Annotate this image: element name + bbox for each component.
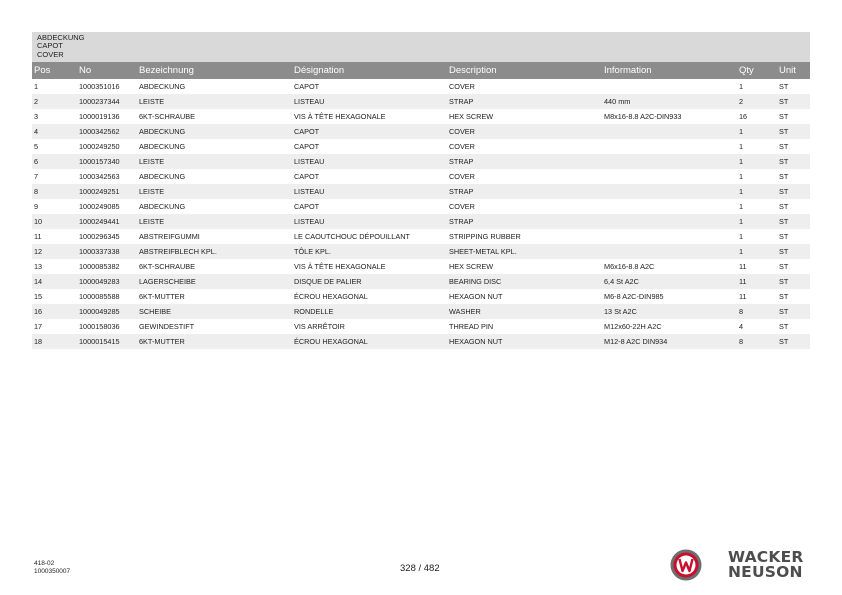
column-header-information: Information — [602, 62, 737, 79]
cell-information: 13 St A2C — [602, 304, 737, 319]
cell-information — [602, 79, 737, 94]
cell-information: 440 mm — [602, 94, 737, 109]
column-header-unit: Unit — [777, 62, 810, 79]
cell-pos: 17 — [34, 322, 43, 331]
cell-qty: 16 — [739, 112, 748, 121]
parts-table — [32, 62, 810, 349]
cell-unit: ST — [777, 274, 810, 289]
cell-unit: ST — [779, 112, 789, 121]
cell-designation-de: LAGERSCHEIBE — [137, 274, 292, 289]
cell-description-en: STRAP — [447, 154, 602, 169]
cell-designation-fr: LE CAOUTCHOUC DÉPOUILLANT — [294, 232, 410, 241]
brand-wordmark-line2: NEUSON — [728, 562, 803, 581]
cell-qty: 1 — [739, 172, 744, 181]
cell-description-en: HEXAGON NUT — [447, 334, 602, 349]
cell-information: 6,4 St A2C — [602, 274, 737, 289]
cell-description-en: HEX SCREW — [449, 112, 494, 121]
cell-pos: 7 — [34, 172, 39, 181]
column-header-designation-de: Bezeichnung — [137, 62, 292, 79]
cell-designation-fr: LISTEAU — [292, 94, 447, 109]
table-row — [32, 319, 810, 334]
cell-qty: 1 — [739, 82, 744, 91]
cell-part-number: 1000019136 — [79, 112, 120, 121]
cell-description-en: STRIPPING RUBBER — [449, 232, 521, 241]
column-header-part-number: No — [77, 62, 137, 79]
cell-information — [602, 139, 737, 154]
assembly-title-en: COVER — [37, 49, 64, 59]
cell-description-en: HEXAGON NUT — [449, 292, 503, 301]
cell-designation-de: 6KT-MUTTER — [137, 334, 292, 349]
assembly-title-de: ABDECKUNG — [37, 33, 85, 42]
cell-designation-de: ABDECKUNG — [139, 82, 186, 91]
cell-designation-fr: CAPOT — [294, 142, 320, 151]
cell-unit: ST — [777, 334, 810, 349]
cell-unit: ST — [777, 244, 810, 259]
cell-part-number: 1000342563 — [79, 172, 120, 181]
table-body — [32, 79, 810, 349]
cell-designation-fr: CAPOT — [294, 172, 320, 181]
document-number: 1000350007 — [34, 568, 71, 575]
cell-designation-fr: RONDELLE — [292, 304, 447, 319]
cell-information — [602, 214, 737, 229]
cell-pos: 2 — [32, 94, 77, 109]
cell-unit: ST — [779, 202, 789, 211]
cell-designation-de: ABDECKUNG — [139, 202, 186, 211]
cell-part-number: 1000085588 — [79, 292, 120, 301]
cell-unit: ST — [779, 142, 789, 151]
cell-designation-de: 6KT-MUTTER — [139, 292, 185, 301]
section-code: 418-02 — [34, 560, 55, 567]
cell-qty: 8 — [737, 334, 777, 349]
table-header-row — [32, 62, 810, 79]
cell-designation-de: ABSTREIFBLECH KPL. — [137, 244, 292, 259]
table-row — [32, 199, 810, 214]
cell-part-number: 1000157340 — [77, 154, 137, 169]
column-header-pos: Pos — [32, 62, 77, 79]
cell-description-en: COVER — [449, 202, 475, 211]
cell-designation-fr: CAPOT — [292, 124, 447, 139]
assembly-title-fr: CAPOT — [37, 41, 63, 51]
cell-pos: 4 — [32, 124, 77, 139]
cell-designation-fr: DISQUE DE PALIER — [292, 274, 447, 289]
cell-qty: 11 — [739, 292, 747, 301]
cell-designation-de: ABDECKUNG — [139, 172, 186, 181]
cell-part-number: 1000158036 — [79, 322, 120, 331]
cell-unit: ST — [777, 184, 810, 199]
cell-qty: 11 — [739, 262, 747, 271]
cell-pos: 14 — [32, 274, 77, 289]
page-number: 328 / 482 — [400, 563, 440, 574]
table-row — [32, 154, 810, 169]
cell-unit: ST — [779, 292, 789, 301]
cell-unit: ST — [777, 154, 810, 169]
cell-part-number: 1000249251 — [77, 184, 137, 199]
cell-pos: 9 — [34, 202, 39, 211]
cell-designation-de: ABDECKUNG — [137, 124, 292, 139]
table-row — [32, 259, 810, 274]
table-row — [32, 79, 810, 94]
cell-designation-de: LEISTE — [137, 94, 292, 109]
cell-qty: 1 — [737, 124, 777, 139]
cell-unit: ST — [779, 322, 789, 331]
table-row — [32, 94, 810, 109]
cell-designation-fr: LISTEAU — [292, 184, 447, 199]
cell-qty: 11 — [737, 274, 777, 289]
cell-description-en: HEX SCREW — [449, 262, 494, 271]
cell-pos: 3 — [34, 112, 39, 121]
table-row — [32, 304, 810, 319]
cell-qty: 1 — [737, 184, 777, 199]
cell-qty: 2 — [737, 94, 777, 109]
cell-description-en: COVER — [449, 142, 475, 151]
cell-designation-de: LEISTE — [137, 214, 292, 229]
cell-unit: ST — [777, 94, 810, 109]
cell-designation-de: SCHEIBE — [137, 304, 292, 319]
cell-part-number: 1000015415 — [77, 334, 137, 349]
cell-information — [602, 229, 737, 244]
cell-pos: 13 — [34, 262, 43, 271]
cell-designation-fr: ÉCROU HEXAGONAL — [294, 292, 368, 301]
cell-description-en: SHEET-METAL KPL. — [447, 244, 602, 259]
cell-information — [602, 154, 737, 169]
cell-information — [602, 169, 737, 184]
table-row — [32, 124, 810, 139]
cell-description-en: THREAD PIN — [449, 322, 494, 331]
table-row — [32, 334, 810, 349]
cell-designation-fr: ÉCROU HEXAGONAL — [292, 334, 447, 349]
cell-description-en: WASHER — [447, 304, 602, 319]
cell-description-en: STRAP — [447, 184, 602, 199]
cell-unit: ST — [779, 172, 789, 181]
cell-information — [602, 199, 737, 214]
column-header-description-en: Description — [447, 62, 602, 79]
cell-part-number: 1000342562 — [77, 124, 137, 139]
table-row — [32, 229, 810, 244]
cell-qty: 1 — [737, 154, 777, 169]
table-row — [32, 214, 810, 229]
cell-part-number: 1000249250 — [79, 142, 120, 151]
table-row — [32, 169, 810, 184]
table-row — [32, 109, 810, 124]
cell-pos: 8 — [32, 184, 77, 199]
cell-designation-de: 6KT-SCHRAUBE — [139, 112, 195, 121]
cell-pos: 11 — [34, 232, 42, 241]
cell-designation-de: ABSTREIFGUMMI — [139, 232, 200, 241]
cell-description-en: COVER — [449, 172, 475, 181]
cell-qty: 1 — [739, 202, 744, 211]
cell-designation-fr: CAPOT — [294, 202, 320, 211]
cell-designation-fr: VIS À TÊTE HEXAGONALE — [294, 262, 386, 271]
cell-designation-fr: LISTEAU — [292, 154, 447, 169]
cell-part-number: 1000249441 — [77, 214, 137, 229]
table-row — [32, 244, 810, 259]
cell-designation-de: LEISTE — [137, 154, 292, 169]
table-row — [32, 274, 810, 289]
cell-pos: 16 — [32, 304, 77, 319]
cell-unit: ST — [777, 304, 810, 319]
cell-qty: 1 — [739, 232, 744, 241]
cell-information — [602, 184, 737, 199]
table-row — [32, 289, 810, 304]
cell-designation-fr: LISTEAU — [292, 214, 447, 229]
cell-designation-fr: VIS À TÊTE HEXAGONALE — [294, 112, 386, 121]
cell-information: M6-8 A2C-DIN985 — [604, 292, 664, 301]
cell-pos: 12 — [32, 244, 77, 259]
cell-part-number: 1000337338 — [77, 244, 137, 259]
cell-description-en: BEARING DISC — [447, 274, 602, 289]
cell-part-number: 1000049283 — [77, 274, 137, 289]
cell-pos: 1 — [34, 82, 39, 91]
cell-unit: ST — [777, 214, 810, 229]
column-header-designation-fr: Désignation — [292, 62, 447, 79]
cell-description-en: STRAP — [447, 214, 602, 229]
table-row — [32, 139, 810, 154]
cell-unit: ST — [779, 262, 789, 271]
cell-information: M8x16-8.8 A2C-DIN933 — [604, 112, 682, 121]
table-row — [32, 184, 810, 199]
cell-pos: 6 — [32, 154, 77, 169]
cell-part-number: 1000237344 — [77, 94, 137, 109]
brand-wordmark-line1: WACKER — [728, 548, 804, 566]
cell-information — [602, 124, 737, 139]
cell-qty: 8 — [737, 304, 777, 319]
cell-designation-fr: TÔLE KPL. — [292, 244, 447, 259]
cell-designation-de: 6KT-SCHRAUBE — [139, 262, 195, 271]
cell-unit: ST — [777, 124, 810, 139]
cell-pos: 18 — [32, 334, 77, 349]
cell-pos: 15 — [34, 292, 43, 301]
cell-qty: 4 — [739, 322, 744, 331]
cell-qty: 1 — [739, 142, 744, 151]
cell-designation-fr: CAPOT — [294, 82, 320, 91]
cell-part-number: 1000249085 — [79, 202, 120, 211]
document-codes — [34, 560, 70, 576]
cell-description-en: COVER — [447, 124, 602, 139]
brand-wordmark — [728, 550, 804, 579]
cell-pos: 10 — [32, 214, 77, 229]
cell-part-number: 1000351016 — [79, 82, 120, 91]
cell-part-number: 1000296345 — [79, 232, 120, 241]
cell-information: M12x60-22H A2C — [604, 322, 662, 331]
cell-description-en: STRAP — [447, 94, 602, 109]
cell-unit: ST — [779, 232, 789, 241]
cell-designation-fr: VIS ARRÊTOIR — [294, 322, 345, 331]
cell-part-number: 1000085382 — [79, 262, 120, 271]
cell-pos: 5 — [34, 142, 39, 151]
cell-description-en: COVER — [449, 82, 475, 91]
cell-designation-de: ABDECKUNG — [139, 142, 186, 151]
cell-unit: ST — [779, 82, 789, 91]
cell-part-number: 1000049285 — [77, 304, 137, 319]
cell-designation-de: GEWINDESTIFT — [139, 322, 195, 331]
cell-information — [602, 244, 737, 259]
column-header-qty: Qty — [737, 62, 777, 79]
cell-qty: 1 — [737, 214, 777, 229]
cell-information: M12-8 A2C DIN934 — [602, 334, 737, 349]
cell-designation-de: LEISTE — [137, 184, 292, 199]
cell-qty: 1 — [737, 244, 777, 259]
cell-information: M6x16-8.8 A2C — [604, 262, 655, 271]
assembly-title — [32, 32, 810, 62]
